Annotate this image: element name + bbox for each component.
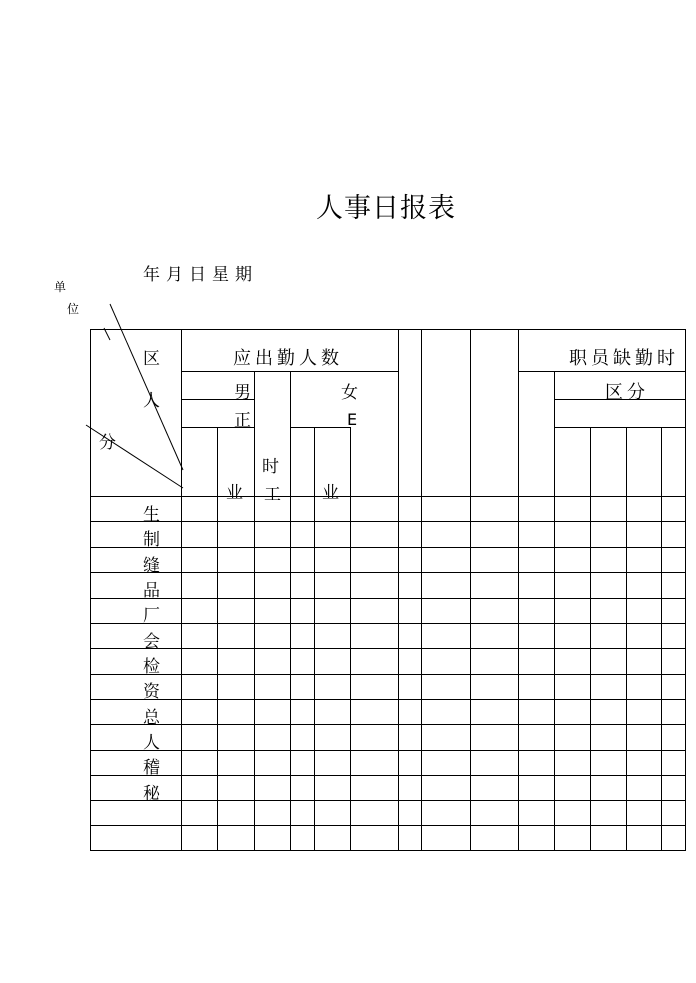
date-line: 年月日星期	[143, 265, 258, 285]
row-label: 人	[143, 733, 160, 753]
header-ye-male: 业	[226, 483, 243, 503]
row-label: 总	[143, 708, 160, 728]
row-label: 稽	[143, 758, 160, 778]
header-gong: 工	[264, 485, 281, 505]
row-label: 生	[143, 505, 160, 525]
header-ren: 人	[143, 391, 160, 411]
header-absence: 职员缺勤时	[569, 348, 679, 369]
header-male: 男	[234, 383, 251, 403]
row-label: 资	[143, 682, 160, 702]
header-shi: 时	[262, 457, 279, 477]
header-attendance: 应出勤人数	[233, 348, 343, 369]
row-label: 检	[143, 657, 160, 677]
header-female: 女	[341, 383, 358, 403]
row-label: 缝	[143, 556, 160, 576]
header-zheng: 正	[234, 411, 251, 431]
row-label: 厂	[143, 606, 160, 626]
row-label: 秘	[143, 784, 160, 804]
header-absence-sub: 区分	[605, 382, 649, 403]
row-label: 制	[143, 530, 160, 550]
header-qu: 区	[143, 349, 160, 369]
header-ye-female: 业	[322, 483, 339, 503]
row-label: 品	[143, 581, 160, 601]
header-fen: 分	[99, 433, 116, 453]
unit-label-1: 单	[54, 280, 67, 294]
header-e-char: E	[347, 410, 358, 429]
page-title: 人事日报表	[316, 193, 456, 224]
row-label: 会	[143, 632, 160, 652]
unit-label-2: 位	[67, 302, 80, 316]
